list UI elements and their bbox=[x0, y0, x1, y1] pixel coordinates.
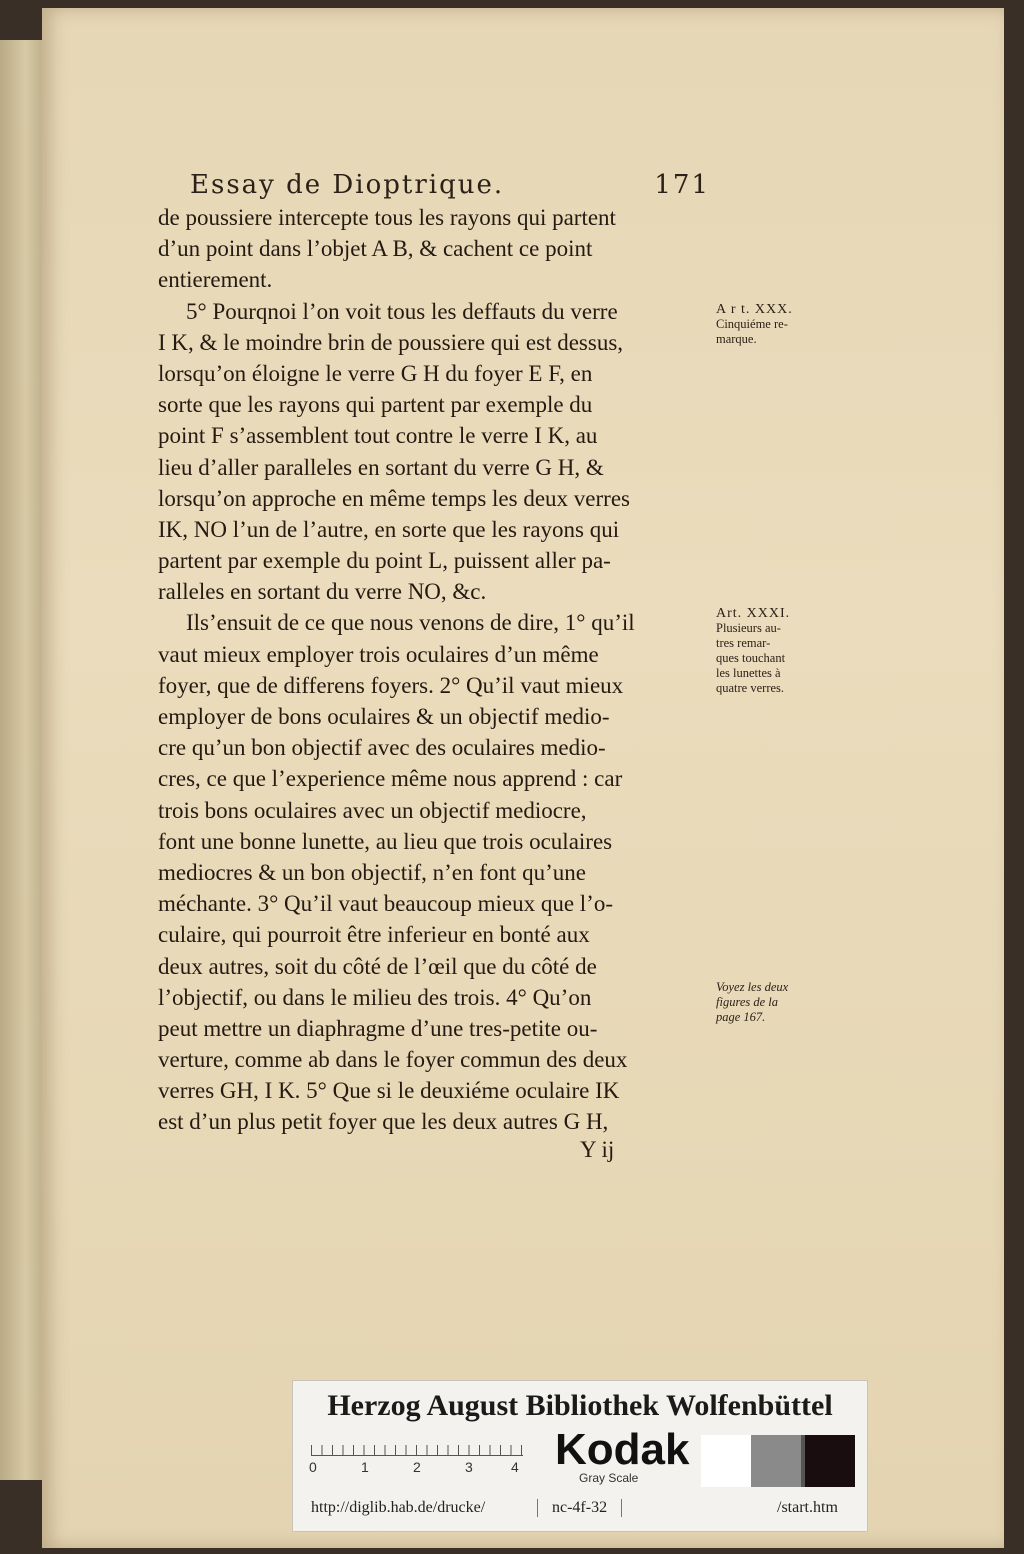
margin-note-line: les lunettes à bbox=[716, 666, 781, 680]
text-line: trois bons oculaires avec un objectif mediocre, bbox=[158, 797, 587, 823]
kodak-brand: Kodak bbox=[555, 1425, 690, 1474]
running-title: Essay de Dioptrique. bbox=[190, 170, 505, 200]
margin-note-art-30 bbox=[716, 302, 824, 347]
text-line: lorsqu’on approche en même temps les deux verres bbox=[158, 485, 630, 511]
ruler-number: 0 bbox=[309, 1459, 317, 1475]
margin-note-line: Voyez les deux bbox=[716, 980, 789, 994]
margin-note-line: tres remar- bbox=[716, 636, 771, 650]
text-line: 5° Pourqnoi l’on voit tous les deffauts du verre bbox=[186, 298, 618, 324]
text-line: d’un point dans l’objet A B, & cachent ce point bbox=[158, 236, 593, 262]
margin-note-line: Cinquiéme re- bbox=[716, 317, 788, 331]
text-line: l’objectif, ou dans le milieu des trois. 4° Qu’on bbox=[158, 984, 592, 1010]
text-line: vaut mieux employer trois oculaires d’un même bbox=[158, 641, 599, 667]
text-line: culaire, qui pourroit être inferieur en bonté aux bbox=[158, 922, 590, 948]
text-line: est d’un plus petit foyer que les deux autres G H, bbox=[158, 1109, 609, 1135]
gray-swatch-mid bbox=[751, 1435, 801, 1487]
text-line: Ils’ensuit de ce que nous venons de dire, 1° qu’il bbox=[186, 610, 635, 636]
margin-note-heading: Art. XXXI. bbox=[716, 606, 791, 621]
text-line: ralleles en sortant du verre NO, &c. bbox=[158, 579, 487, 605]
text-line: verres GH, I K. 5° Que si le deuxiéme oculaire IK bbox=[158, 1078, 620, 1104]
ruler-number: 4 bbox=[511, 1459, 519, 1475]
text-line: entierement. bbox=[158, 267, 273, 293]
url-right: /start.htm bbox=[777, 1499, 838, 1516]
signature-mark: Y ij bbox=[580, 1137, 615, 1162]
text-line: partent par exemple du point L, puissent aller pa- bbox=[158, 548, 611, 574]
page-number: 171 bbox=[654, 170, 710, 200]
margin-note-line: marque. bbox=[716, 332, 757, 346]
previous-page-edge bbox=[0, 40, 44, 1480]
text-line: employer de bons oculaires & un objectif medio- bbox=[158, 704, 610, 729]
text-line: lieu d’aller paralleles en sortant du verre G H, & bbox=[158, 454, 604, 480]
library-title: Herzog August Bibliothek Wolfenbüttel bbox=[327, 1389, 833, 1422]
ruler-number: 1 bbox=[361, 1459, 369, 1475]
margin-note-line: Plusi⁠eurs au- bbox=[716, 621, 781, 635]
text-line: sorte que les rayons qui partent par exemple du bbox=[158, 392, 593, 418]
margin-note-line: quatre verres. bbox=[716, 681, 785, 695]
margin-note-line: page 167. bbox=[716, 1010, 766, 1024]
text-line: IK, NO l’un de l’autre, en sorte que les rayons qui bbox=[158, 516, 620, 542]
gray-swatch-black bbox=[805, 1435, 855, 1487]
url-left: http://diglib.hab.de/drucke/ bbox=[311, 1499, 486, 1516]
margin-note-line: ques touchant bbox=[716, 651, 786, 665]
text-line: méchante. 3° Qu’il vaut beaucoup mieux que l’o- bbox=[158, 891, 613, 917]
text-line: foyer, que de differens foyers. 2° Qu’il vaut mieux bbox=[158, 672, 624, 698]
scale-ruler bbox=[311, 1433, 523, 1456]
ruler-number: 3 bbox=[465, 1459, 473, 1475]
text-line: lorsqu’on éloigne le verre G H du foyer E F, en bbox=[158, 360, 593, 386]
margin-note-voyez bbox=[716, 980, 824, 1025]
shelfmark: nc-4f-32 bbox=[537, 1499, 622, 1517]
ruler-number: 2 bbox=[413, 1459, 421, 1475]
margin-note-art-31 bbox=[716, 606, 824, 696]
text-line: cre qu’un bon objectif avec des oculaires medio- bbox=[158, 735, 606, 761]
text-line: verture, comme ab dans le foyer commun des deux bbox=[158, 1047, 628, 1073]
gray-scale-label: Gray Scale bbox=[579, 1471, 639, 1485]
text-line: I K, & le moindre brin de poussiere qui est dessus, bbox=[158, 329, 624, 355]
text-line: peut mettre un diaphragme d’une tres-petite ou- bbox=[158, 1015, 598, 1041]
text-line: font une bonne lunette, au lieu que trois oculaires bbox=[158, 828, 613, 854]
margin-note-heading: A r t. XXX. bbox=[716, 302, 793, 317]
body-text bbox=[158, 202, 712, 1138]
text-line: mediocres & un bon objectif, n’en font qu’une bbox=[158, 859, 586, 885]
library-label bbox=[292, 1380, 868, 1532]
text-line: point F s’assemblent tout contre le verre I K, au bbox=[158, 423, 598, 449]
text-line: de poussiere intercepte tous les rayons qui partent bbox=[158, 205, 616, 230]
text-line: deux autres, soit du côté de l’œil que du côté de bbox=[158, 953, 597, 979]
text-line: cres, ce que l’experience même nous apprend : car bbox=[158, 766, 623, 792]
gray-swatch-white bbox=[701, 1435, 751, 1487]
margin-note-line: figures de la bbox=[716, 995, 779, 1009]
